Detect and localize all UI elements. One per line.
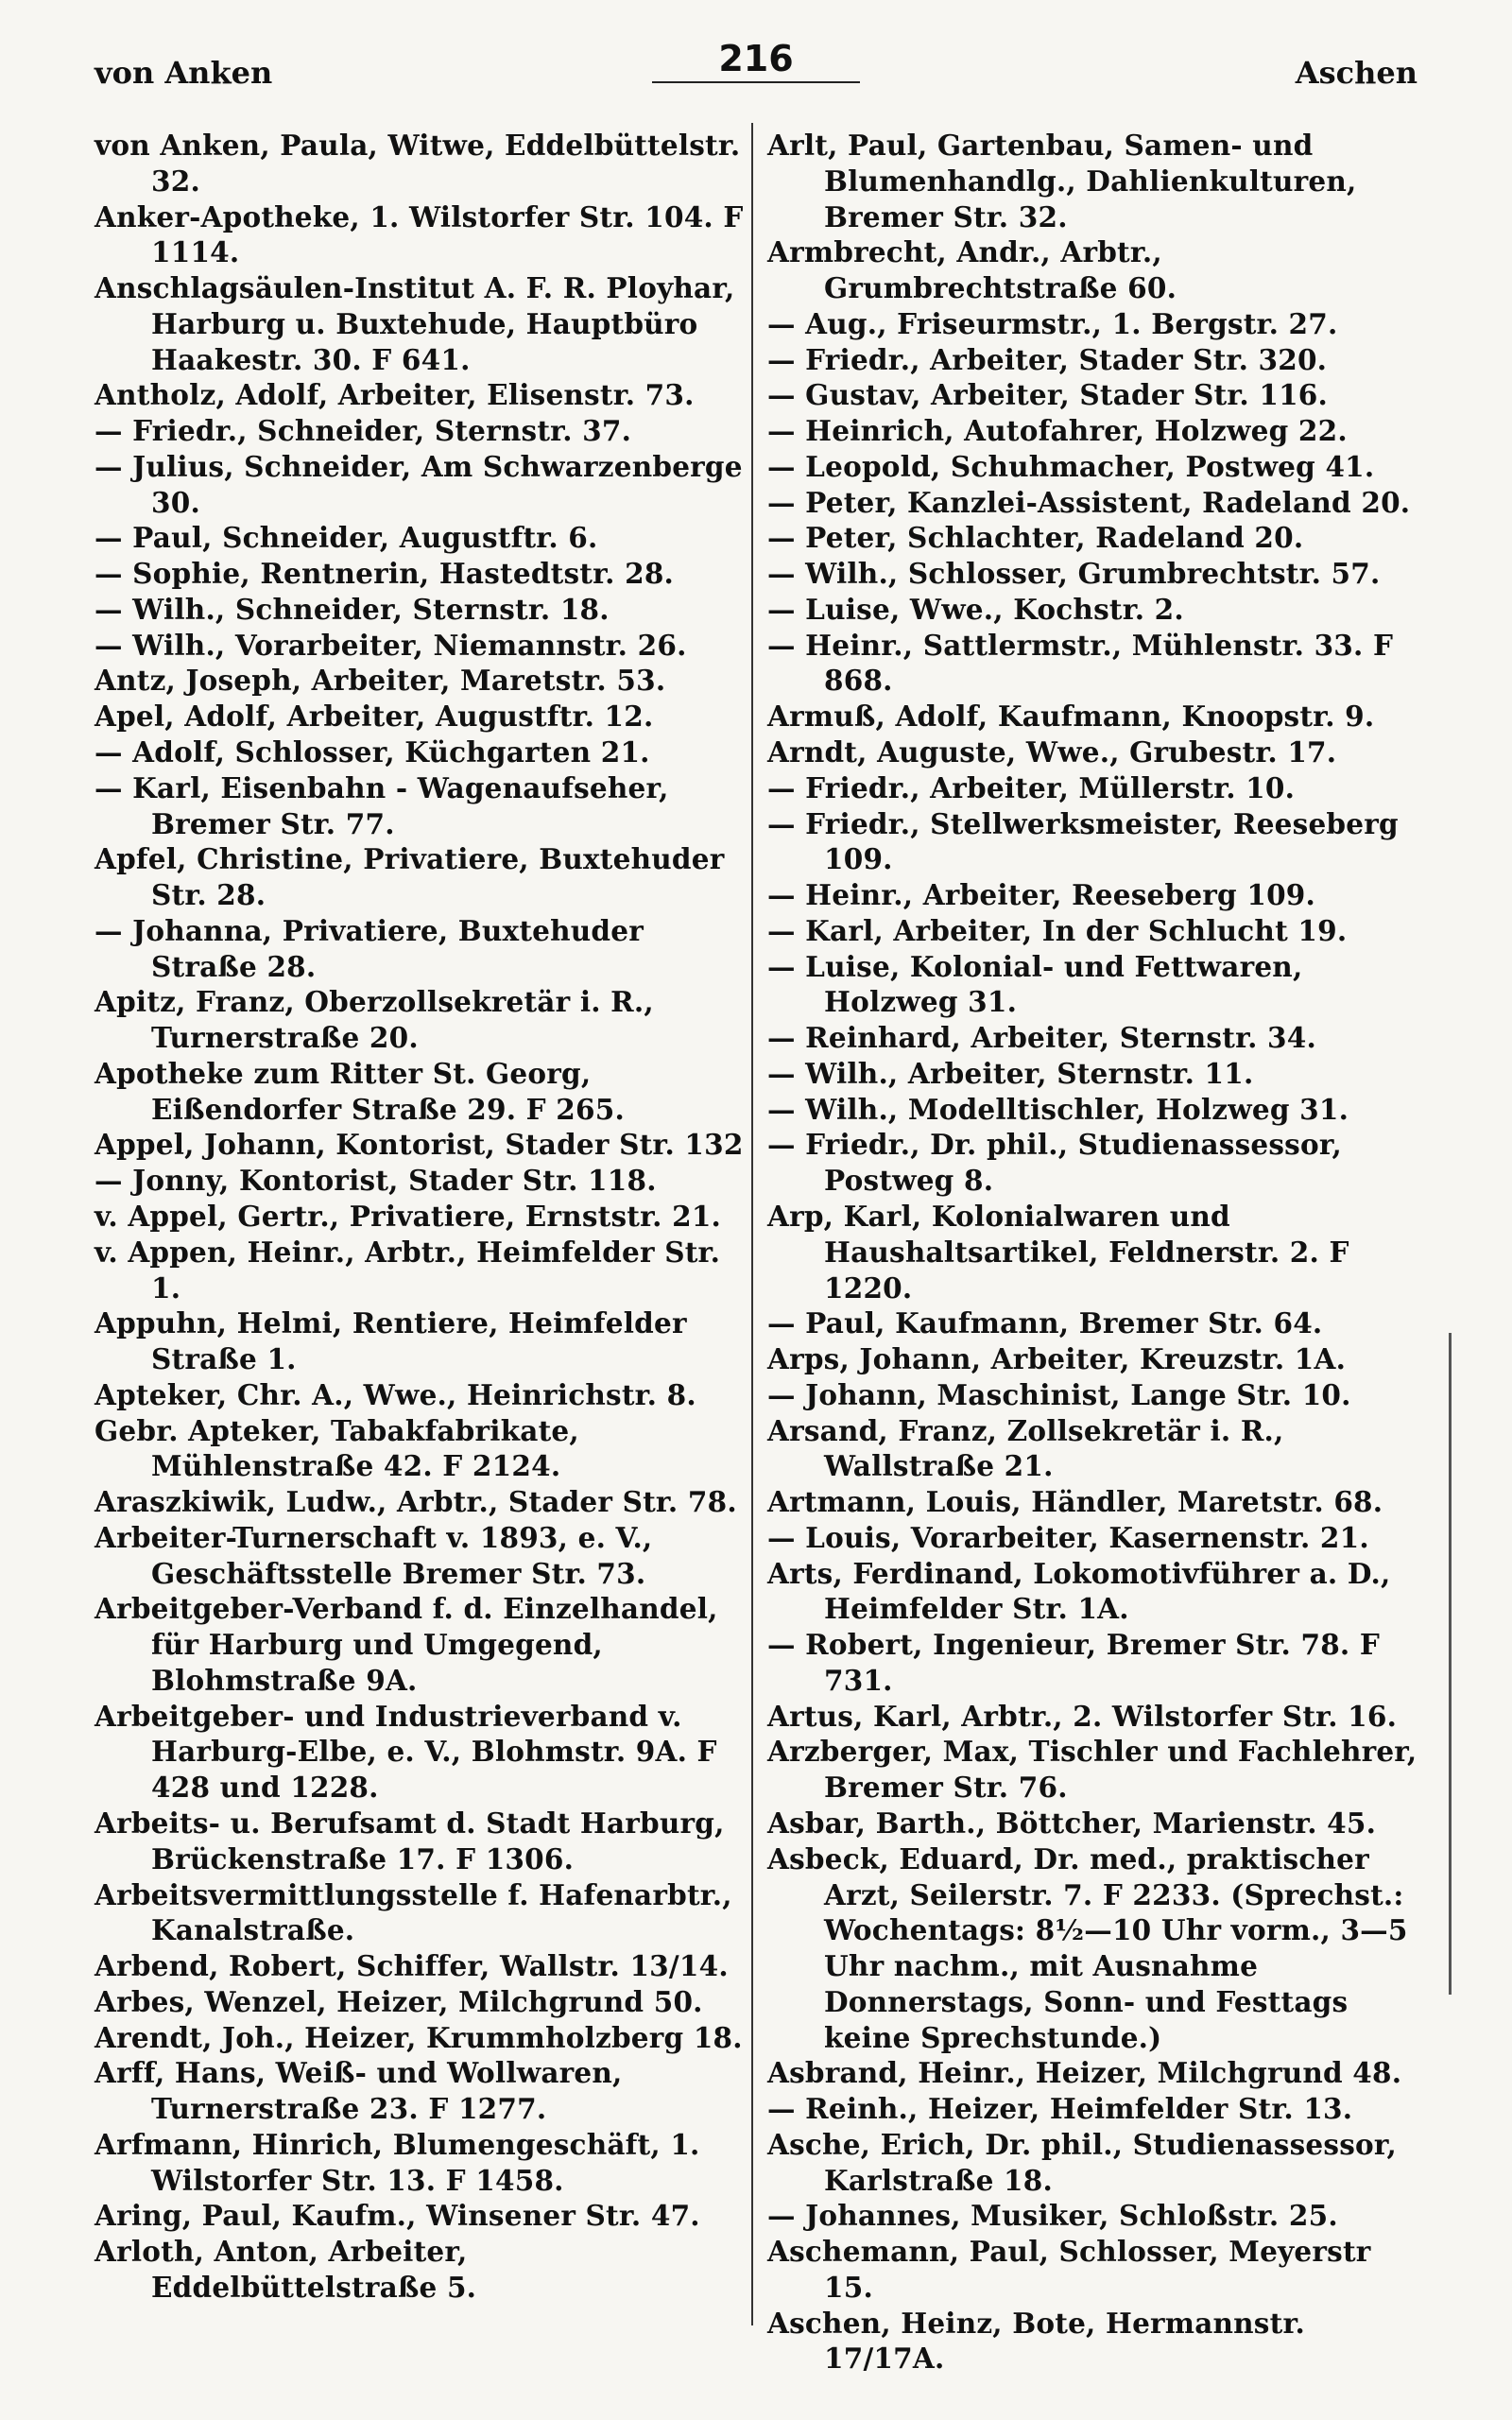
directory-entry: — Wilh., Modelltischler, Holzweg 31.	[767, 1092, 1349, 1126]
directory-entry: — Johanna, Privatiere, Buxtehuder Straße 28.	[94, 913, 644, 983]
directory-entry: Appel, Johann, Kontorist, Stader Str. 132	[94, 1128, 744, 1162]
right-column	[767, 128, 1419, 2377]
directory-entry: — Friedr., Stellwerksmeister, Reeseberg 109.	[767, 806, 1399, 876]
directory-entry: — Heinr., Arbeiter, Reeseberg 109.	[767, 878, 1315, 912]
directory-entry: — Reinh., Heizer, Heimfelder Str. 13.	[767, 2092, 1353, 2126]
directory-entry: — Wilh., Schneider, Sternstr. 18.	[94, 592, 610, 626]
directory-entry: Antholz, Adolf, Arbeiter, Elisenstr. 73.	[94, 378, 695, 412]
directory-entry: v. Appen, Heinr., Arbtr., Heimfelder Str. 1.	[94, 1235, 721, 1305]
directory-entry: Asche, Erich, Dr. phil., Studienassessor, Karlstraße 18.	[767, 2127, 1397, 2197]
directory-entry: Arts, Ferdinand, Lokomotivführer a. D., Heimfelder Str. 1A.	[767, 1556, 1391, 1626]
directory-entry: Arendt, Joh., Heizer, Krummholzberg 18.	[94, 2020, 743, 2054]
left-column	[94, 128, 747, 2306]
directory-entry: Apteker, Chr. A., Wwe., Heinrichstr. 8.	[94, 1377, 696, 1411]
directory-entry: Apfel, Christine, Privatiere, Buxtehuder Str. 28.	[94, 842, 725, 912]
directory-entry: Asbrand, Heinr., Heizer, Milchgrund 48.	[767, 2056, 1402, 2090]
directory-entry: — Adolf, Schlosser, Küchgarten 21.	[94, 735, 650, 769]
directory-entry: — Paul, Schneider, Augustftr. 6.	[94, 521, 598, 555]
directory-entry: Apotheke zum Ritter St. Georg, Eißendorfer Straße 29. F 265.	[94, 1056, 625, 1126]
directory-entry: Anker-Apotheke, 1. Wilstorfer Str. 104. F 1114.	[94, 199, 744, 269]
directory-entry: Asbeck, Eduard, Dr. med., praktischer Arzt, Seilerstr. 7. F 2233. (Sprechst.: Wochentags: 8½—10 Uhr vorm., 3—5 Uhr nachm., mit Ausnahme Donnerstags, Sonn- und Festtags keine Sprechstunde.)	[767, 1841, 1408, 2054]
directory-entry: Arsand, Franz, Zollsekretär i. R., Wallstraße 21.	[767, 1413, 1284, 1483]
directory-entry: — Karl, Arbeiter, In der Schlucht 19.	[767, 913, 1348, 947]
page-edge-mark	[1449, 1333, 1452, 1995]
directory-entry: Aring, Paul, Kaufm., Winsener Str. 47.	[94, 2199, 700, 2233]
directory-entry: — Heinr., Sattlermstr., Mühlenstr. 33. F 868.	[767, 628, 1394, 698]
directory-entry: — Friedr., Arbeiter, Müllerstr. 10.	[767, 770, 1296, 804]
directory-entry: — Paul, Kaufmann, Bremer Str. 64.	[767, 1306, 1323, 1340]
directory-entry: — Julius, Schneider, Am Schwarzenberge 30.	[94, 449, 743, 519]
directory-entry: Arfmann, Hinrich, Blumengeschäft, 1. Wilstorfer Str. 13. F 1458.	[94, 2127, 700, 2197]
directory-entry: Gebr. Apteker, Tabakfabrikate, Mühlenstraße 42. F 2124.	[94, 1413, 579, 1483]
directory-entry: — Peter, Kanzlei-Assistent, Radeland 20.	[767, 485, 1411, 519]
header-left-keyword: von Anken	[94, 55, 273, 91]
header-right-keyword: Aschen	[1295, 55, 1418, 91]
page-header	[94, 38, 1418, 95]
directory-entry: Armuß, Adolf, Kaufmann, Knoopstr. 9.	[767, 700, 1375, 734]
directory-entry: — Johann, Maschinist, Lange Str. 10.	[767, 1377, 1351, 1411]
directory-entry: — Leopold, Schuhmacher, Postweg 41.	[767, 449, 1375, 483]
directory-entry: — Wilh., Arbeiter, Sternstr. 11.	[767, 1056, 1254, 1090]
directory-entry: — Friedr., Dr. phil., Studienassessor, Postweg 8.	[767, 1128, 1342, 1198]
directory-entry: Arbend, Robert, Schiffer, Wallstr. 13/14.	[94, 1949, 729, 1983]
directory-entry: — Luise, Wwe., Kochstr. 2.	[767, 592, 1184, 626]
directory-entry: Appuhn, Helmi, Rentiere, Heimfelder Straße 1.	[94, 1306, 687, 1376]
directory-entry: Araszkiwik, Ludw., Arbtr., Stader Str. 78.	[94, 1485, 737, 1519]
directory-entry: Arbeitsvermittlungsstelle f. Hafenarbtr., Kanalstraße.	[94, 1877, 732, 1947]
directory-entry: Artmann, Louis, Händler, Maretstr. 68.	[767, 1485, 1383, 1519]
directory-entry: Apel, Adolf, Arbeiter, Augustftr. 12.	[94, 700, 654, 734]
column-divider	[751, 123, 753, 2325]
directory-entry: — Friedr., Arbeiter, Stader Str. 320.	[767, 342, 1328, 376]
directory-entry: Artus, Karl, Arbtr., 2. Wilstorfer Str. 16.	[767, 1699, 1398, 1733]
directory-entry: Armbrecht, Andr., Arbtr., Grumbrechtstraße 60.	[767, 235, 1177, 305]
directory-entry: — Aug., Friseurmstr., 1. Bergstr. 27.	[767, 306, 1338, 340]
directory-entry: Arloth, Anton, Arbeiter, Eddelbüttelstraße 5.	[94, 2235, 477, 2304]
directory-entry: v. Appel, Gertr., Privatiere, Ernststr. 21.	[94, 1199, 722, 1233]
directory-entry: — Jonny, Kontorist, Stader Str. 118.	[94, 1164, 657, 1198]
directory-entry: Arndt, Auguste, Wwe., Grubestr. 17.	[767, 735, 1337, 769]
directory-entry: Arbeits- u. Berufsamt d. Stadt Harburg, Brückenstraße 17. F 1306.	[94, 1806, 725, 1876]
directory-entry: Arbeitgeber- und Industrieverband v. Harburg-Elbe, e. V., Blohmstr. 9A. F 428 und 1228.	[94, 1699, 717, 1805]
directory-entry: — Louis, Vorarbeiter, Kasernenstr. 21.	[767, 1520, 1369, 1554]
directory-entry: Arps, Johann, Arbeiter, Kreuzstr. 1A.	[767, 1342, 1347, 1376]
directory-entry: — Reinhard, Arbeiter, Sternstr. 34.	[767, 1021, 1316, 1055]
page-number: 216	[718, 38, 794, 79]
directory-entry: — Gustav, Arbeiter, Stader Str. 116.	[767, 378, 1329, 412]
header-rule	[652, 81, 860, 83]
directory-entry: Apitz, Franz, Oberzollsekretär i. R., Turnerstraße 20.	[94, 985, 654, 1055]
directory-entry: von Anken, Paula, Witwe, Eddelbüttelstr. 32.	[94, 129, 741, 198]
directory-entry: Arlt, Paul, Gartenbau, Samen- und Blumenhandlg., Dahlienkulturen, Bremer Str. 32.	[767, 129, 1357, 233]
directory-entry: — Wilh., Vorarbeiter, Niemannstr. 26.	[94, 628, 687, 662]
directory-entry: — Heinrich, Autofahrer, Holzweg 22.	[767, 414, 1348, 448]
directory-entry: Asbar, Barth., Böttcher, Marienstr. 45.	[767, 1806, 1377, 1840]
directory-entry: Arbeiter-Turnerschaft v. 1893, e. V., Geschäftsstelle Bremer Str. 73.	[94, 1520, 653, 1590]
directory-entry: — Luise, Kolonial- und Fettwaren, Holzweg 31.	[767, 949, 1303, 1019]
directory-entry: — Friedr., Schneider, Sternstr. 37.	[94, 414, 632, 448]
directory-entry: Arzberger, Max, Tischler und Fachlehrer, Bremer Str. 76.	[767, 1735, 1418, 1805]
directory-entry: — Sophie, Rentnerin, Hastedtstr. 28.	[94, 557, 675, 591]
directory-entry: Arbeitgeber-Verband f. d. Einzelhandel, für Harburg und Umgegend, Blohmstraße 9A.	[94, 1592, 718, 1697]
directory-entry: Antz, Joseph, Arbeiter, Maretstr. 53.	[94, 664, 666, 698]
directory-entry: Arp, Karl, Kolonialwaren und Haushaltsartikel, Feldnerstr. 2. F 1220.	[767, 1199, 1349, 1305]
directory-entry: Aschemann, Paul, Schlosser, Meyerstr 15.	[767, 2235, 1371, 2304]
directory-entry: — Peter, Schlachter, Radeland 20.	[767, 521, 1304, 555]
directory-entry: Anschlagsäulen-Institut A. F. R. Ployhar, Harburg u. Buxtehude, Hauptbüro Haakestr. 30. F 641.	[94, 271, 735, 376]
directory-entry: Arbes, Wenzel, Heizer, Milchgrund 50.	[94, 1984, 703, 2018]
directory-entry: — Johannes, Musiker, Schloßstr. 25.	[767, 2199, 1338, 2233]
directory-entry: — Karl, Eisenbahn - Wagenaufseher, Bremer Str. 77.	[94, 770, 669, 840]
directory-entry: — Robert, Ingenieur, Bremer Str. 78. F 731.	[767, 1628, 1381, 1697]
directory-entry: Aschen, Heinz, Bote, Hermannstr. 17/17A.	[767, 2306, 1305, 2376]
directory-entry: — Wilh., Schlosser, Grumbrechtstr. 57.	[767, 557, 1381, 591]
directory-entry: Arff, Hans, Weiß- und Wollwaren, Turnerstraße 23. F 1277.	[94, 2056, 623, 2126]
